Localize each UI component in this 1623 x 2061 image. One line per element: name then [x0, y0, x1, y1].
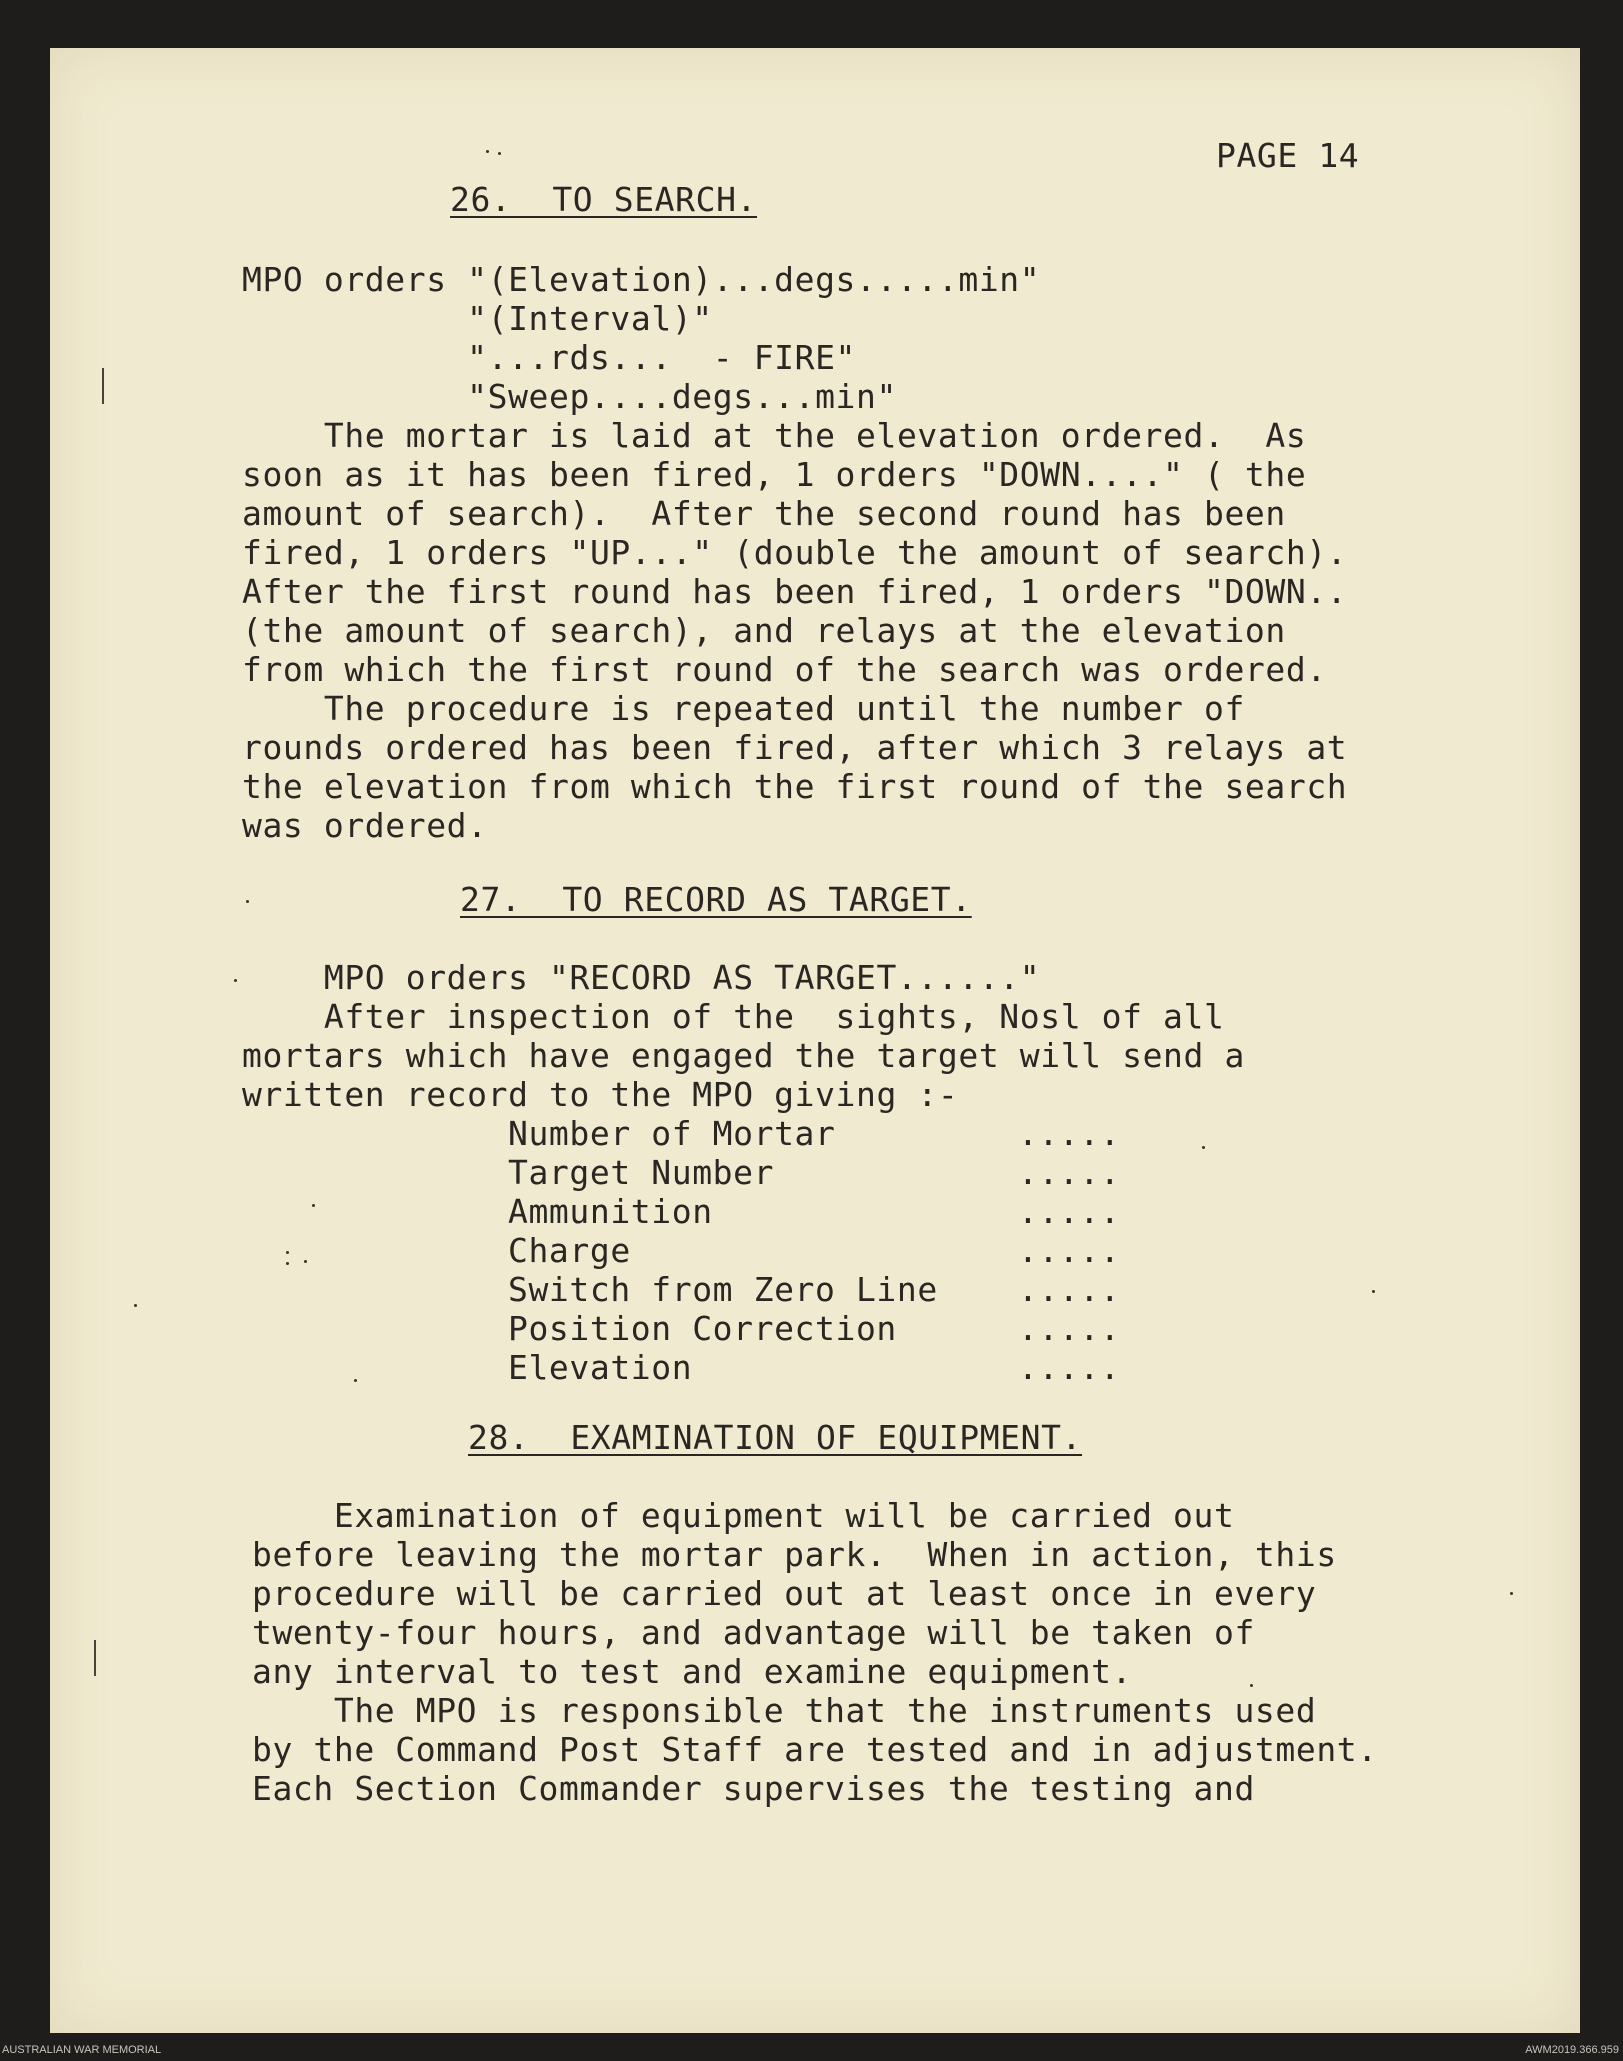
- paragraph-line: twenty-four hours, and advantage will be taken of: [252, 1613, 1255, 1652]
- order-line: "...rds... - FIRE": [242, 338, 857, 377]
- record-item-dots: .....: [1018, 1309, 1121, 1348]
- record-item-dots: .....: [1018, 1192, 1121, 1231]
- paragraph-line: fired, 1 orders "UP..." (double the amount of search).: [242, 533, 1348, 572]
- paragraph-line: The mortar is laid at the elevation ordered. As: [242, 416, 1307, 455]
- paragraph-line: from which the first round of the search was ordered.: [242, 650, 1327, 689]
- record-item-label: Position Correction: [508, 1309, 897, 1348]
- paper-speck: [1202, 1146, 1205, 1149]
- margin-mark: [102, 368, 104, 404]
- paragraph-line: soon as it has been fired, 1 orders "DOWN...." ( the: [242, 455, 1307, 494]
- paragraph-line: The MPO is responsible that the instruments used: [252, 1691, 1317, 1730]
- paragraph-line: Examination of equipment will be carried out: [252, 1496, 1235, 1535]
- paper-speck: [498, 152, 501, 155]
- paper-speck: [486, 150, 489, 153]
- record-item-dots: .....: [1018, 1153, 1121, 1192]
- paper-speck: [134, 1304, 137, 1307]
- record-item-label: Ammunition: [508, 1192, 713, 1231]
- paragraph-line: the elevation from which the first round of the search: [242, 767, 1348, 806]
- paper-speck: [304, 1260, 307, 1263]
- paper-speck: [354, 1379, 357, 1382]
- document-page: [50, 48, 1580, 2033]
- section-28-heading: 28. EXAMINATION OF EQUIPMENT.: [468, 1418, 1083, 1457]
- record-item-label: Number of Mortar: [508, 1114, 836, 1153]
- paper-speck: [246, 900, 249, 903]
- margin-mark: [94, 1640, 96, 1676]
- record-item-dots: .....: [1018, 1270, 1121, 1309]
- record-item-label: Switch from Zero Line: [508, 1270, 938, 1309]
- record-item-label: Target Number: [508, 1153, 775, 1192]
- paragraph-line: mortars which have engaged the target will send a: [242, 1036, 1245, 1075]
- record-item-dots: .....: [1018, 1114, 1121, 1153]
- paper-speck: [1250, 1684, 1253, 1687]
- paragraph-line: The procedure is repeated until the number of: [242, 689, 1245, 728]
- order-line: "(Interval)": [242, 299, 713, 338]
- paragraph-line: After the first round has been fired, 1 orders "DOWN..: [242, 572, 1348, 611]
- paragraph-line: Each Section Commander supervises the testing and: [252, 1769, 1255, 1808]
- page-number: PAGE 14: [1216, 136, 1360, 175]
- paragraph-line: written record to the MPO giving :-: [242, 1075, 959, 1114]
- paragraph-line: (the amount of search), and relays at the elevation: [242, 611, 1286, 650]
- record-item-label: Charge: [508, 1231, 631, 1270]
- section-26-heading: 26. TO SEARCH.: [450, 180, 758, 219]
- paragraph-line: procedure will be carried out at least once in every: [252, 1574, 1317, 1613]
- paper-speck: [1510, 1592, 1513, 1595]
- paragraph-line: MPO orders "RECORD AS TARGET......": [242, 958, 1041, 997]
- section-27-heading: 27. TO RECORD AS TARGET.: [460, 880, 972, 919]
- footer-accession-number: AWM2019.366.959: [1525, 2044, 1619, 2056]
- paper-speck: [234, 979, 237, 982]
- paragraph-line: before leaving the mortar park. When in action, this: [252, 1535, 1337, 1574]
- paper-speck: [286, 1251, 289, 1254]
- paper-speck: [312, 1204, 315, 1207]
- record-item-label: Elevation: [508, 1348, 693, 1387]
- record-item-dots: .....: [1018, 1348, 1121, 1387]
- footer-credit: AUSTRALIAN WAR MEMORIAL: [2, 2044, 162, 2056]
- paragraph-line: rounds ordered has been fired, after which 3 relays at: [242, 728, 1348, 767]
- paper-speck: [1372, 1290, 1375, 1293]
- paragraph-line: was ordered.: [242, 806, 488, 845]
- paragraph-line: any interval to test and examine equipment.: [252, 1652, 1133, 1691]
- paragraph-line: After inspection of the sights, Nosl of all: [242, 997, 1225, 1036]
- paper-speck: [286, 1262, 289, 1265]
- paragraph-line: by the Command Post Staff are tested and in adjustment.: [252, 1730, 1378, 1769]
- order-line: MPO orders "(Elevation)...degs.....min": [242, 260, 1041, 299]
- record-item-dots: .....: [1018, 1231, 1121, 1270]
- paragraph-line: amount of search). After the second round has been: [242, 494, 1286, 533]
- order-line: "Sweep....degs...min": [242, 377, 897, 416]
